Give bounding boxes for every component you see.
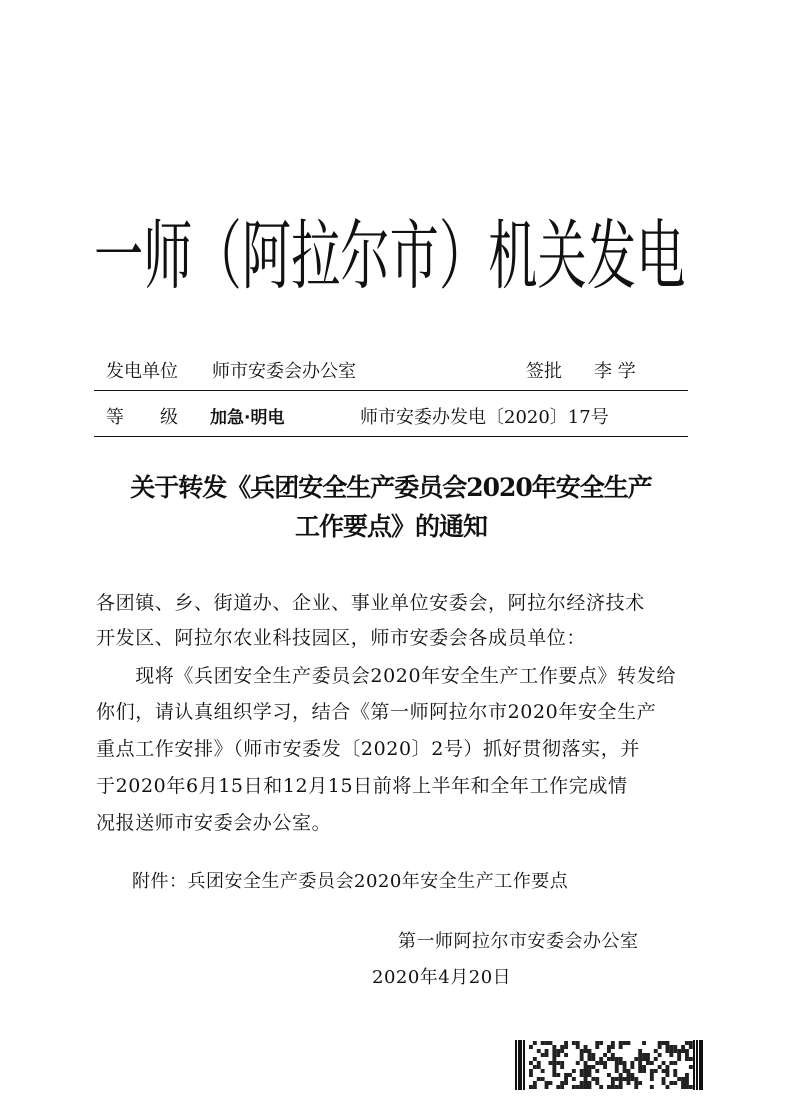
doc-number: 师市安委办发电〔2020〕17号: [360, 407, 609, 428]
body-line-1: 各团镇、乡、街道办、企业、事业单位安委会，阿拉尔经济技术: [96, 592, 645, 614]
meta-divider-bottom: [94, 436, 688, 437]
notice-title-line-1: 关于转发《兵团安全生产委员会2020年安全生产: [130, 473, 652, 502]
body-line-3: 现将《兵团安全生产委员会2020年安全生产工作要点》转发给: [96, 665, 676, 687]
approver-value: 李 学: [594, 361, 636, 382]
body-line-2: 开发区、阿拉尔农业科技园区，师市安委会各成员单位：: [96, 627, 587, 649]
approver-label: 签批: [526, 361, 562, 382]
level-value: 加急·明电: [210, 408, 285, 428]
body-line-5: 重点工作安排》（师市安委发〔2020〕2号）抓好贯彻落实，并: [96, 738, 640, 760]
meta-divider-top: [94, 390, 688, 391]
body-line-6: 于2020年6月15日和12月15日前将上半年和全年工作完成情: [96, 775, 628, 797]
issuer-label: 发电单位: [106, 361, 178, 382]
document-header-title: 一师（阿拉尔市）机关发电: [94, 213, 686, 301]
issuer-value: 师市安委会办公室: [212, 361, 356, 382]
signature-date: 2020年4月20日: [372, 967, 512, 988]
body-line-4: 你们，请认真组织学习，结合《第一师阿拉尔市2020年安全生产: [96, 701, 657, 723]
attachment-note: 附件：兵团安全生产委员会2020年安全生产工作要点: [132, 871, 569, 892]
body-line-7: 况报送师市安委会办公室。: [96, 812, 332, 834]
notice-title-line-2: 工作要点》的通知: [294, 512, 487, 541]
signature-org: 第一师阿拉尔市安委会办公室: [398, 931, 639, 952]
barcode-image: [515, 1040, 703, 1090]
meta-row-issuer: [94, 352, 688, 392]
level-label: 等 级: [106, 407, 178, 428]
meta-row-level: [94, 398, 688, 438]
